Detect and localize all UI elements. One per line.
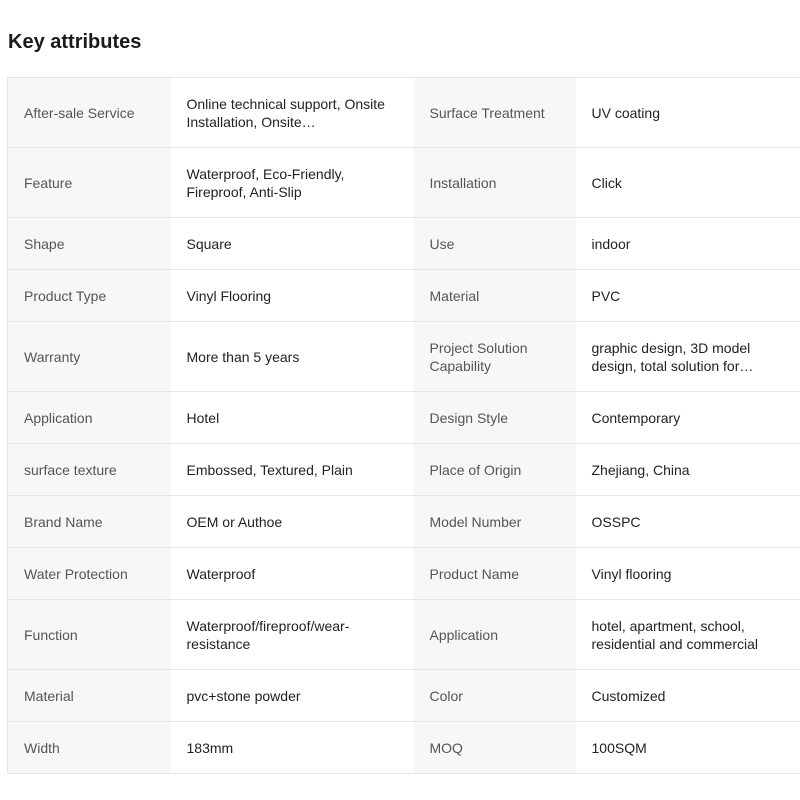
attribute-label: Surface Treatment — [414, 78, 576, 148]
attribute-value: OEM or Authoe — [171, 496, 414, 548]
table-row — [8, 444, 800, 496]
attribute-value: UV coating — [576, 78, 800, 148]
table-row — [8, 78, 800, 148]
attribute-label: Product Type — [8, 270, 171, 322]
attribute-value: Waterproof, Eco-Friendly, Fireproof, Anti-Slip — [171, 148, 414, 218]
attribute-label: Brand Name — [8, 496, 171, 548]
attribute-label: Application — [414, 600, 576, 670]
attribute-label: Installation — [414, 148, 576, 218]
table-row — [8, 722, 800, 774]
attribute-value: Waterproof — [171, 548, 414, 600]
attribute-label: Model Number — [414, 496, 576, 548]
attribute-label: MOQ — [414, 722, 576, 774]
attribute-value: 100SQM — [576, 722, 800, 774]
attribute-label: Project Solution Capability — [414, 322, 576, 392]
attribute-value: OSSPC — [576, 496, 800, 548]
attribute-value: PVC — [576, 270, 800, 322]
table-row — [8, 548, 800, 600]
attribute-label: surface texture — [8, 444, 171, 496]
attribute-label: Design Style — [414, 392, 576, 444]
table-row — [8, 392, 800, 444]
attribute-value: Square — [171, 218, 414, 270]
attribute-value: Waterproof/fireproof/wear-resistance — [171, 600, 414, 670]
attribute-label: Water Protection — [8, 548, 171, 600]
attribute-value: Embossed, Textured, Plain — [171, 444, 414, 496]
attribute-value: graphic design, 3D model design, total solution for… — [576, 322, 800, 392]
attribute-value: Customized — [576, 670, 800, 722]
attribute-value: hotel, apartment, school, residential and commercial — [576, 600, 800, 670]
attribute-value: Online technical support, Onsite Installation, Onsite… — [171, 78, 414, 148]
attribute-label: Warranty — [8, 322, 171, 392]
attribute-label: Shape — [8, 218, 171, 270]
attribute-label: Color — [414, 670, 576, 722]
attribute-value: Click — [576, 148, 800, 218]
attribute-value: 183mm — [171, 722, 414, 774]
attribute-label: Material — [8, 670, 171, 722]
table-row — [8, 496, 800, 548]
attribute-label: Function — [8, 600, 171, 670]
table-row — [8, 600, 800, 670]
section-title: Key attributes — [8, 31, 142, 53]
table-row — [8, 270, 800, 322]
attribute-value: Hotel — [171, 392, 414, 444]
attribute-label: Width — [8, 722, 171, 774]
table-row — [8, 148, 800, 218]
key-attributes-table — [7, 77, 800, 774]
attribute-value: Zhejiang, China — [576, 444, 800, 496]
attribute-label: Product Name — [414, 548, 576, 600]
attribute-label: Use — [414, 218, 576, 270]
table-row — [8, 322, 800, 392]
attribute-value: Vinyl flooring — [576, 548, 800, 600]
attribute-value: indoor — [576, 218, 800, 270]
attribute-value: pvc+stone powder — [171, 670, 414, 722]
attribute-value: Vinyl Flooring — [171, 270, 414, 322]
attribute-value: More than 5 years — [171, 322, 414, 392]
table-row — [8, 218, 800, 270]
attribute-label: After-sale Service — [8, 78, 171, 148]
attribute-label: Material — [414, 270, 576, 322]
attribute-label: Place of Origin — [414, 444, 576, 496]
attribute-value: Contemporary — [576, 392, 800, 444]
table-row — [8, 670, 800, 722]
attribute-label: Application — [8, 392, 171, 444]
attribute-label: Feature — [8, 148, 171, 218]
